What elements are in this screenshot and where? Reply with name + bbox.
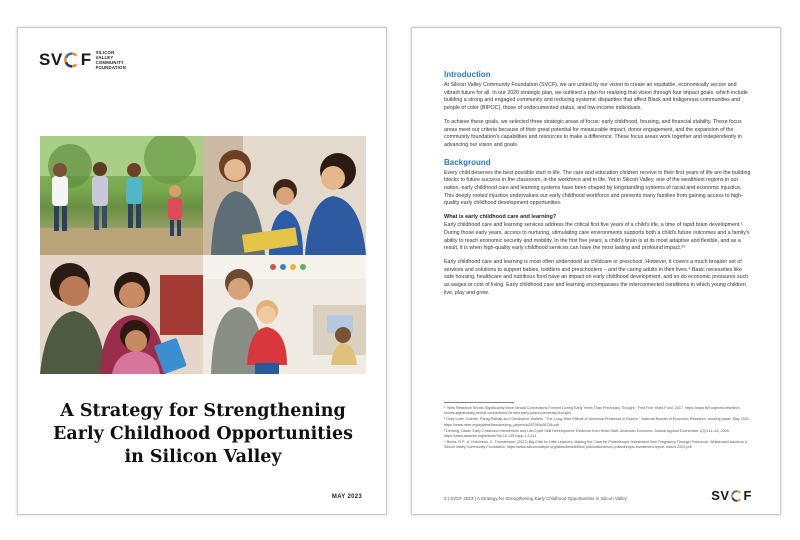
care-paragraph-1: Early childhood care and learning services address the critical first five years of a child's life, a time of rapid brain development.¹ During those early years, access to nurturing, stimulating care environments supports both a child's future outcomes and a family's ability to reach economic security and mobility. In the first five years, a child's brain is at its most adaptive and flexible, and as a result, it is when high-quality early childhood services can have the most lasting and profound impact.²³ — [444, 222, 750, 252]
father-and-child-playing-photo — [203, 255, 366, 374]
cover-title-line-3: in Silicon Valley — [124, 447, 282, 467]
footer-logo-wordmark — [711, 488, 752, 503]
inner-content — [444, 70, 752, 303]
svcf-footer-logo — [711, 488, 752, 503]
footer-logo-c-icon — [731, 490, 743, 502]
introduction-paragraph-1: At Silicon Valley Community Foundation (SVCF), we are united by our vision to create an equitable, economically secure and vibrant future for all. In our 2020 strategic plan, we outlined a plan for realizing that vision through four impact goals, which include building a strong and engaged community and reducing systemic disparities that affect Black and Indigenous communities and people of color (BIPOC), those of undocumented status, and low-income individuals. — [444, 82, 748, 112]
background-heading: Background — [444, 157, 491, 167]
care-paragraph-2: Early childhood care and learning is most often understood as childcare or preschool. However, it covers a much broader set of services and solutions to support babies, toddlers and preschoolers – and the caring adults in their lives.⁴ Basic necessities like safe housing, healthcare and nutritious food have an impact on early childhood development, and so do economic pressures such as wages or cost of living. Early childhood care and learning encompasses the interconnected conditions in which young children live, play and grow. — [444, 258, 749, 296]
cover-title — [38, 400, 368, 469]
inner-page — [411, 27, 781, 515]
background-paragraph: Every child deserves the best possible start in life. The care and education children receive in their first years of life are the building blocks to future success in the classroom, in the workforce and in life. Yet in Silicon Valley, one of the wealthiest regions in our nation, early childhood care and learning systems have been shaped by longstanding systems of racial and economic injustice. This deeply rooted injustice undervalues our early childhood workforce and prevents many families from gaining access to high-quality early childhood development opportunities. — [444, 169, 751, 207]
introduction-paragraph-2: To achieve these goals, we selected three strategic areas of focus: early childhood, housing, and financial stability. These focus areas meet our criteria because of their great potential for measurable impact, donor engagement, and the expansion of the community foundation's capabilities and resources to make a difference. These focus areas work together and independently in advancing our vision and goals. — [444, 118, 742, 148]
logo-letters-sv: SV — [39, 50, 63, 69]
svcf-logo — [39, 50, 126, 70]
photo-collage — [40, 136, 366, 374]
footnote-2: ² Gray-Lobe, Guthrie, Parag Pathak and Christopher Walters. "The Long-Term Effects of Universal Preschool in Boston," National Bureau of Economic Research, working paper, May 2021, https://www.nber.org/system/files/working_papers/w28756/w28756.pdf — [444, 417, 750, 427]
footnote-3: ³ Deming, David. Early Childhood Intervention and Life-Cycle Skill Development: Evidence from Head Start. American Economic Journal Applied Economics 1(3):111–34, 2009. https://www.aeaweb.org/articles?id=10.1257/app.1.3.111 — [444, 428, 730, 439]
children-running-photo — [40, 136, 203, 255]
introduction-heading: Introduction — [444, 70, 491, 79]
page-footer: 3 | SVCF 2023 | A Strategy for Strengthening Early Childhood Opportunities in Silicon Valley — [444, 496, 627, 501]
family-reading-tablet-photo — [40, 255, 203, 374]
footer-logo-letter-f: F — [743, 488, 752, 503]
footnotes — [444, 402, 752, 452]
logo-c-icon — [64, 52, 80, 68]
logo-letter-f: F — [80, 50, 92, 69]
logo-tagline: SILICON VALLEY COMMUNITY FOUNDATION — [95, 50, 126, 70]
cover-date: MAY 2023 — [331, 494, 362, 500]
footnote-divider — [444, 402, 514, 403]
footnote-4: ⁴ Burns, R.P., A. Hutchison, C. Thorstenson. (2022) Big Gifts for Little Learners: Making the Case for Philanthropic Investment form Pregnancy Through Preschool. Whiteboard Advisors & Silicon Valley Community Foundation. https://www.siliconvalleycf.org/sites/default/files/ publications/ecd-philanthropic-investment-report-march-2022.pdf — [444, 440, 748, 450]
mother-and-child-reading-photo — [203, 136, 366, 255]
cover-title-line-1: A Strategy for Strengthening — [60, 401, 346, 421]
care-subheading: What is early childhood care and learning? — [444, 214, 557, 221]
footer-logo-letters-sv: SV — [711, 488, 730, 503]
cover-title-line-2: Early Childhood Opportunities — [53, 424, 353, 444]
cover-page — [17, 27, 387, 515]
logo-wordmark — [39, 50, 92, 70]
footnote-1: ¹ "New Research Shows Significantly More Neural Connections Formed During Early Years Than Previously Thought," First Five Years Fund, 2017, https://www.ffyf.org/new-research-shows-significantly-neural-connections-formed-early-years-previously-thought — [444, 406, 741, 416]
